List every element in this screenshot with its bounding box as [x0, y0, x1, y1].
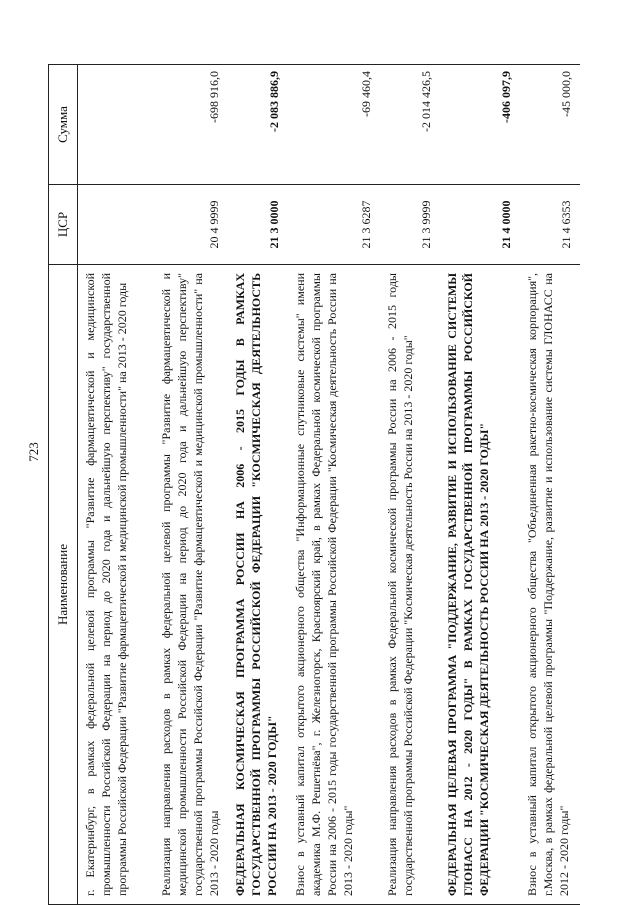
row-sum: -698 916,0 — [154, 65, 228, 185]
rotated-table-container — [48, 65, 581, 905]
row-sum: -406 097,9 — [440, 65, 520, 185]
row-code: 21 3 9999 — [380, 185, 440, 265]
row-code: 20 4 9999 — [154, 185, 228, 265]
row-code: 21 4 6353 — [520, 185, 580, 265]
row-sum: -45 000,0 — [520, 65, 580, 185]
row-sum: -2 014 426,5 — [380, 65, 440, 185]
table-row — [440, 65, 520, 905]
table-row — [520, 65, 580, 905]
header-sum: Сумма — [49, 65, 78, 185]
row-name: ФЕДЕРАЛЬНАЯ ЦЕЛЕВАЯ ПРОГРАММА "ПОДДЕРЖАНИЕ, РАЗВИТИЕ И ИСПОЛЬЗОВАНИЕ СИСТЕМЫ ГЛОНАСС НА 2012 - 2020 ГОДЫ" В РАМКАХ ГОСУДАРСТВЕННОЙ ПРОГРАММЫ РОССИЙСКОЙ ФЕДЕРАЦИИ "КОСМИЧЕСКАЯ ДЕЯТЕЛЬНОСТЬ РОССИИ НА 2013 - 2020 ГОДЫ" — [440, 265, 520, 905]
row-code — [78, 185, 154, 265]
row-sum: -2 083 886,9 — [228, 65, 288, 185]
row-code: 21 4 0000 — [440, 185, 520, 265]
row-name: Реализация направления расходов в рамках Федеральной космической программы России на 2006 - 2015 годы государственной программы Российской Федерации "Космическая деятельность России на 2013 - 2020 годы" — [380, 265, 440, 905]
table-row — [78, 65, 154, 905]
table-row — [288, 65, 380, 905]
budget-table — [48, 64, 580, 905]
page-number: 723 — [26, 442, 41, 462]
row-code: 21 3 6287 — [288, 185, 380, 265]
row-name: г. Екатеринбург, в рамках федеральной целевой программы "Развитие фармацевтической и медицинской промышленности Российской Федерации на период до 2020 года и дальнейшую перспективу" государственной программы Российской Федерации "Развитие фармацевтической и медицинской промышленности" на 2013 - 2020 годы — [78, 265, 154, 905]
table-row — [154, 65, 228, 905]
row-sum: -69 460,4 — [288, 65, 380, 185]
row-sum — [78, 65, 154, 185]
header-name: Наименование — [49, 265, 78, 905]
row-name: ФЕДЕРАЛЬНАЯ КОСМИЧЕСКАЯ ПРОГРАММА РОССИИ НА 2006 - 2015 ГОДЫ В РАМКАХ ГОСУДАРСТВЕННОЙ ПРОГРАММЫ РОССИЙСКОЙ ФЕДЕРАЦИИ "КОСМИЧЕСКАЯ ДЕЯТЕЛЬНОСТЬ РОССИИ НА 2013 - 2020 ГОДЫ" — [228, 265, 288, 905]
header-code: ЦСР — [49, 185, 78, 265]
table-row — [380, 65, 440, 905]
table-row — [228, 65, 288, 905]
row-name: Взнос в уставный капитал открытого акционерного общества "Информационные спутниковые системы" имени академика М.Ф. Решетнёва", г. Железногорск, Красноярский край, в рамках Федеральной космической программы России на 2006 - 2015 годы государственной программы Российской Федерации "Космическая деятельность России на 2013 - 2020 годы" — [288, 265, 380, 905]
row-name: Реализация направления расходов в рамках федеральной целевой программы "Развитие фармацевтической и медицинской промышленности Российской Федерации на период до 2020 года и дальнейшую перспективу" государственной программы Российской Федерации "Развитие фармацевтической и медицинской промышленности" на 2013 - 2020 годы — [154, 265, 228, 905]
row-code: 21 3 0000 — [228, 185, 288, 265]
page-content — [48, 0, 640, 905]
table-header-row — [49, 65, 78, 905]
row-name: Взнос в уставный капитал открытого акционерного общества "Объединенная ракетно-космическая корпорация", г.Москва, в рамках федеральной целевой программы "Поддержание, развитие и использование системы ГЛОНАСС на 2012 - 2020 годы" — [520, 265, 580, 905]
